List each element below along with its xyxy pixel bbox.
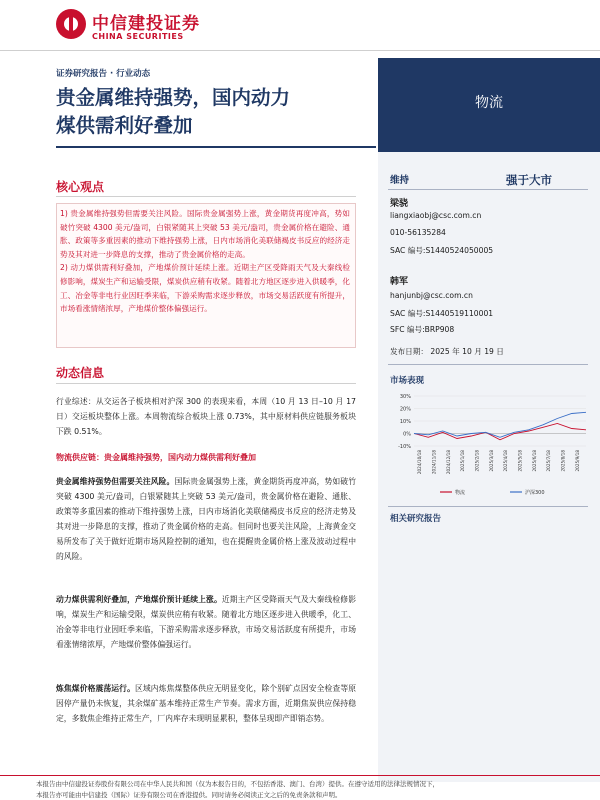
logistics-subheading: 物流供应链：贵金属维持强势，国内动力煤供需利好叠加 [56,453,256,462]
dynamic-heading: 动态信息 [56,366,105,380]
y-tick-label: -10% [398,444,411,450]
publish-date: 发布日期： 2025 年 10 月 19 日 [390,347,504,356]
x-tick-label: 2025/4/18 [503,450,509,472]
legend-label-2: 沪深300 [525,490,545,496]
rating-value: 强于大市 [506,173,552,187]
x-tick-label: 2024/11/18 [431,450,437,475]
logo-text-en: CHINA SECURITIES [92,32,184,41]
core-heading: 核心观点 [56,180,105,194]
x-tick-label: 2025/5/18 [517,450,523,472]
title-underline [56,146,376,148]
chart-divider [388,506,588,507]
market-performance-heading: 市场表现 [390,376,425,386]
logo-text-cn: 中信建投证券 [92,14,200,34]
paragraph-1-lead: 贵金属维持强势但需要关注风险。 [56,477,175,486]
dynamic-divider [56,383,356,384]
x-tick-label: 2025/9/18 [574,450,580,472]
core-point-2: 2) 动力煤供需利好叠加，产地煤价预计延续上涨。近期主产区受降雨天气及大秦线检修影响，煤炭生产和运输受限，煤炭供应稍有收紧。随着北方地区逐步进入供暖季，化工、冶金等非电行业因旺季来临，下游采购需求逐步释放，市场交易活跃度有所提升，市场看涨情绪浓厚，产地煤价整体偏强运行。 [60,263,350,314]
x-tick-label: 2025/2/18 [474,450,480,472]
core-divider [56,196,356,197]
x-tick-label: 2025/8/18 [560,450,566,472]
footer-divider [0,775,600,776]
market-chart-svg [388,390,593,500]
x-tick-label: 2024/10/18 [417,450,423,475]
legend-label-1: 物流 [455,490,466,496]
industry-label: 物流 [475,95,503,111]
y-tick-label: 30% [399,394,411,400]
analyst-2-email[interactable]: hanjunbj@csc.com.cn [390,291,473,300]
x-tick-label: 2024/12/18 [445,450,451,475]
paragraph-1-body: 国际贵金属强势上涨，黄金期货再度冲高，势如破竹突破 4300 美元/盎司，白银紧随其上突破 53 美元/盎司，贵金属价格在避险、通胀、政策等多重因素的推动下维持强势上涨，日内市场消化美联储褐皮书反应的经济走势及其对进一步降息的支撑，推动了贵金属价格的走高。但同时也要关注风险，上海黄金交易所发布了关于做好近期市场风险控制的通知，也在提醒贵金属价格上涨及波动过程中的风险。 [56,477,357,561]
analyst-2-cert-sfc: SFC 编号:BRP908 [390,325,455,334]
paragraph-3-body: 区域内炼焦煤整体供应无明显变化，除个别矿点因安全检查等原因停产量仍未恢复，其余煤矿基本维持正常生产节奏。需求方面，近期焦炭供应保持稳定，多数焦企维持正常生产，厂内库存未现明显累积，整体呈现即产即销态势。 [56,684,357,723]
core-point-1: 1) 贵金属维持强势但需要关注风险。国际贵金属强势上涨，黄金期货再度冲高，势如破竹突破 4300 美元/盎司，白银紧随其上突破 53 美元/盎司，贵金属价格在避险、通胀、政策等多重因素的推动下维持强势上涨，日内市场消化美联储褐皮书反应的经济走势及其对进一步降息的支撑，推动了贵金属价格的走高。 [60,209,350,259]
analyst-2-cert-sac: SAC 编号:S1440519110001 [390,309,494,318]
report-title [56,84,376,140]
paragraph-2-body: 近期主产区受降雨天气及大秦线检修影响，煤炭生产和运输受限，煤炭供应稍有收紧。随着北方地区逐步进入供暖季，化工、冶金等非电行业因旺季来临，下游采购需求逐步释放，市场交易活跃度有所提升，市场看涨情绪浓厚，产地煤价整体偏强运行。 [56,595,356,649]
y-tick-label: 0% [403,431,411,438]
x-tick-label: 2025/7/18 [546,450,552,472]
analyst-1-cert: SAC 编号:S1440524050005 [390,246,494,255]
company-logo-icon [56,9,86,39]
paragraph-coking-coal [56,681,356,726]
core-points [60,207,350,316]
report-type: 证券研究报告 · 行业动态 [56,69,151,79]
footer-disclaimer-1: 本报告由中信建投证券股份有限公司在中华人民共和国（仅为本报告目的，不包括香港、澳门、台湾）提供。在遵守适用的法律法规情况下， [36,780,439,788]
title-line-2: 煤供需利好叠加 [56,114,193,137]
y-tick-label: 20% [399,406,411,413]
market-chart [388,390,593,500]
analyst-1-email[interactable]: liangxiaobj@csc.com.cn [390,211,482,220]
x-tick-label: 2025/3/18 [488,450,494,472]
paragraph-2-lead: 动力煤供需利好叠加，产地煤价预计延续上涨。 [56,595,222,604]
date-divider [388,364,588,365]
header-divider [0,50,600,51]
industry-summary: 行业综述：从交运各子板块相对沪深 300 的表现来看，本周（10 月 13 日–10 月 17 日）交运板块整体上涨。本周物流综合板块上涨 0.73%，其中原材料供应链服务板块下跌 0.51%。 [56,397,356,436]
related-research-heading: 相关研究报告 [390,514,442,524]
x-tick-label: 2025/1/18 [460,450,466,472]
title-line-1: 贵金属维持强势，国内动力 [56,86,291,109]
footer-disclaimer-2: 本报告亦可能由中信建投（国际）证券有限公司在香港提供。同时请务必阅读正文之后的免责条款和声明。 [36,791,342,799]
analyst-1-name: 梁骁 [390,199,409,209]
analyst-1-phone: 010-56135284 [390,228,446,237]
rating-divider [388,189,588,190]
analyst-2-name: 韩军 [390,277,409,287]
paragraph-3-lead: 炼焦煤价格震荡运行。 [56,684,135,693]
rating-label: 维持 [390,175,410,186]
x-tick-label: 2025/6/18 [531,450,537,472]
y-tick-label: 10% [399,419,411,425]
paragraph-thermal-coal [56,592,356,652]
paragraph-precious-metals [56,474,356,564]
